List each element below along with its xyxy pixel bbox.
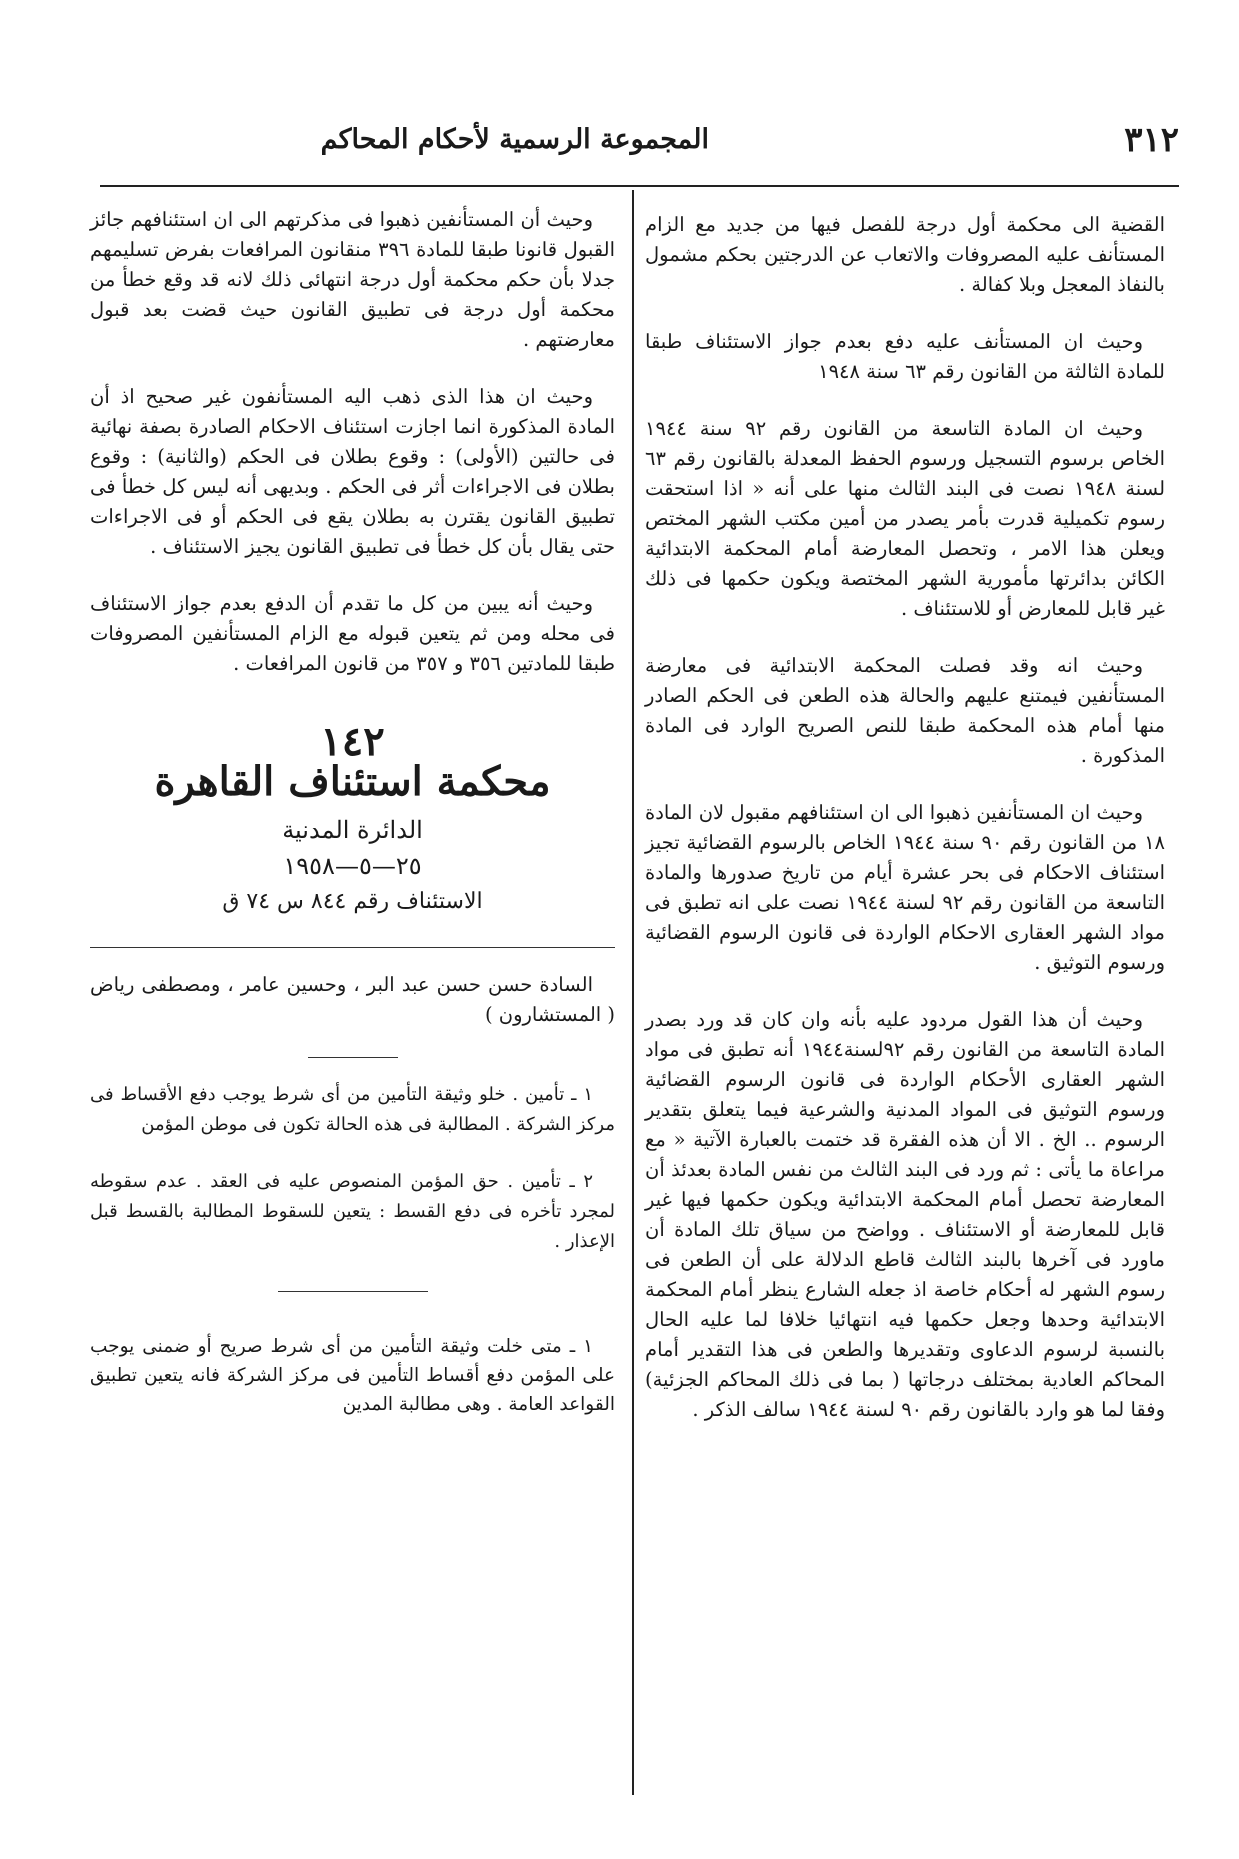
paragraph: وحيث انه وقد فصلت المحكمة الابتدائية فى معارضة المستأنفين فيمتنع عليهم والحالة هذه الطعن فى الحكم الصادر منها أمام هذه المحكمة طبقا للنص الصريح الوارد فى المادة المذكورة . [645, 654, 1165, 767]
short-rule [308, 1057, 398, 1058]
court-name: محكمة استئناف القاهرة [154, 758, 551, 805]
case-number: ١٤٢ [320, 718, 385, 765]
running-title: المجموعة الرسمية لأحكام المحاكم [320, 124, 709, 155]
judges-panel: السادة حسن حسن عبد البر ، وحسين عامر ، ومصطفى رياض ( المستشارون ) [90, 973, 615, 1026]
left-column [90, 205, 615, 1446]
paragraph: وحيث أن المستأنفين ذهبوا فى مذكرتهم الى ان استئنافهم جائز القبول قانونا طبقا للمادة ٣٩٦ منقانون المرافعات بفرض تسليمهم جدلا بأن حكم محكمة أول درجة انتهائى ذلك لانه قد وقع خطأ من محكمة أول درجة فى تطبيق القانون حيث قضت بعد قبول معارضتهم . [90, 208, 615, 351]
page-number: ٣١٢ [1124, 120, 1179, 160]
header-rule [100, 185, 1179, 187]
footnote: ١ ـ متى خلت وثيقة التأمين من أى شرط صريح أو ضمنى يوجب على المؤمن دفع أقساط التأمين فى مركز الشركة فانه يتعين تطبيق القواعد العامة . وهى مطالبة المدين [90, 1336, 615, 1415]
paragraph: القضية الى محكمة أول درجة للفصل فيها من جديد مع الزام المستأنف عليه المصروفات والاتعاب عن الدرجتين بحكم مشمول بالنفاذ المعجل وبلا كفالة . [645, 213, 1165, 296]
paragraph: وحيث أنه يبين من كل ما تقدم أن الدفع بعدم جواز الاستئناف فى محله ومن ثم يتعين قبوله مع الزام المستأنفين المصروفات طبقا للمادتين ٣٥٦ و ٣٥٧ من قانون المرافعات . [90, 592, 615, 675]
section-rule [90, 947, 615, 948]
paragraph: وحيث ان المستأنف عليه دفع بعدم جواز الاستئناف طبقا للمادة الثالثة من القانون رقم ٦٣ سنة ١٩٤٨ [645, 330, 1165, 383]
appeal-reference: الاستئناف رقم ٨٤٤ س ٧٤ ق [222, 889, 483, 914]
paragraph: وحيث ان هذا الذى ذهب اليه المستأنفون غير صحيح اذ أن المادة المذكورة انما اجازت استئناف الاحكام الصادرة بصفة نهائية فى حالتين (الأولى) : وقوع بطلان فى الحكم (والثانية) : وقوع بطلان فى الاجراءات أثر فى الحكم . وبديهى أنه ليس كل خطأ فى تطبيق القانون يقترن به بطلان يقع فى الحكم أو فى الاجراءات حتى يقال بأن كل خطأ فى تطبيق القانون يجيز الاستئناف . [90, 385, 615, 558]
right-column [645, 210, 1165, 1452]
judgment-date: ٢٥—٥—١٩٥٨ [283, 852, 422, 880]
paragraph: وحيث أن هذا القول مردود عليه بأنه وان كان قد ورد بصدر المادة التاسعة من القانون رقم ٩٢لسنة١٩٤٤ أنه تطبق فى مواد الشهر العقارى الأحكام الواردة فى قانون الرسوم القضائية ورسوم التوثيق فى المواد المدنية والشرعية فيما يتعلق بتقدير الرسوم .. الخ . الا أن هذه الفقرة قد ختمت بالعبارة الآتية « مع مراعاة ما يأتى : ثم ورد فى البند الثالث من نفس المادة بعدئذ أن المعارضة تحصل أمام المحكمة الابتدائية ويكون حكمها فيها غير قابل للمعارضة أو الاستئناف . وواضح من سياق تلك المادة أن ماورد فى آخرها بالبند الثالث قاطع الدلالة على أن الطعن فى رسوم الشهر له أحكام خاصة اذ جعله الشارع ينظر أمام المحكمة الابتدائية وحدها وجعل حكمها فيه انتهائيا خلافا لما عليه الحال بالنسبة لرسوم الدعاوى وتقديرها والطعن فى هذا التقدير أمام المحاكم العادية بمختلف درجاتها ( بما فى ذلك المحاكم الجزئية) وفقا لما هو وارد بالقانون رقم ٩٠ لسنة ١٩٤٤ سالف الذكر . [645, 1008, 1165, 1421]
footnote-rule [278, 1291, 428, 1292]
headnote: ١ ـ تأمين . خلو وثيقة التأمين من أى شرط يوجب دفع الأقساط فى مركز الشركة . المطالبة فى هذه الحالة تكون فى موطن المؤمن [90, 1084, 615, 1135]
page-header [100, 110, 1179, 170]
paragraph: وحيث ان المادة التاسعة من القانون رقم ٩٢ سنة ١٩٤٤ الخاص برسوم التسجيل ورسوم الحفظ المعدلة بالقانون رقم ٦٣ لسنة ١٩٤٨ نصت فى البند الثالث منها على أنه « اذا استحقت رسوم تكميلية قدرت بأمر يصدر من أمين مكتب الشهر المختص ويعلن هذا الامر ، وتحصل المعارضة أمام المحكمة الابتدائية الكائن بدائرتها مأمورية الشهر المختصة ويكون حكمها فى ذلك غير قابل للمعارض أو للاستئناف . [645, 417, 1166, 620]
court-circuit: الدائرة المدنية [282, 816, 423, 844]
column-divider [632, 190, 634, 1795]
paragraph: وحيث ان المستأنفين ذهبوا الى ان استئنافهم مقبول لان المادة ١٨ من القانون رقم ٩٠ سنة ١٩٤٤ الخاص بالرسوم القضائية تجيز استئناف الاحكام فى بحر عشرة أيام من تاريخ صدورها والمادة التاسعة من القانون رقم ٩٢ لسنة ١٩٤٤ نصت على انه تطبق فى مواد الشهر العقارى الاحكام الواردة فى قانون الرسوم القضائية ورسوم التوثيق . [645, 801, 1166, 974]
headnote: ٢ ـ تأمين . حق المؤمن المنصوص عليه فى العقد . عدم سقوطه لمجرد تأخره فى دفع القسط : يتعين للسقوط المطالبة بالقسط قبل الإعذار . [90, 1171, 615, 1252]
